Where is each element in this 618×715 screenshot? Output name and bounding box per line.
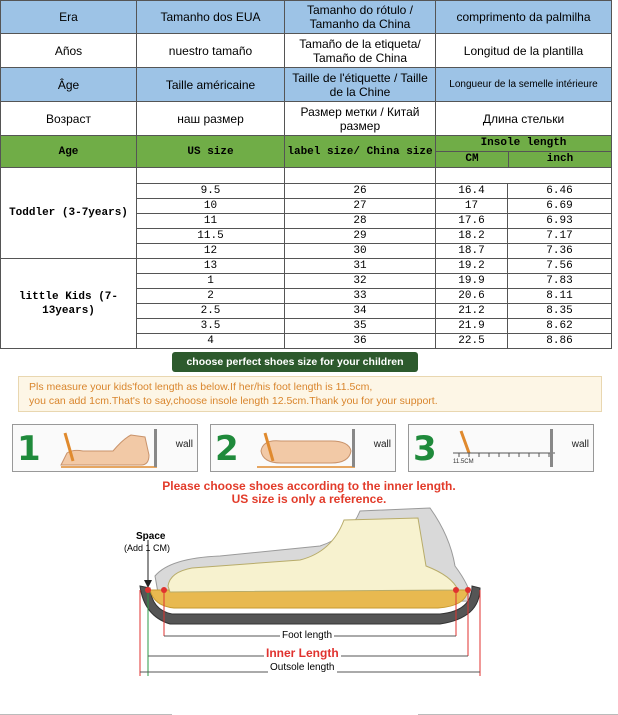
step-2-panel (210, 424, 396, 472)
size-row (137, 304, 612, 319)
china-size-cell: 26 (285, 184, 436, 199)
inner-length-warning: Please choose shoes according to the inner length. (162, 479, 456, 493)
china-size-cell: 27 (285, 199, 436, 214)
insole-length-header: Insole length (436, 136, 611, 152)
measure-notice (18, 376, 602, 412)
inch-cell: 8.11 (546, 290, 573, 302)
cm-cell: 17.6 (436, 214, 508, 228)
size-row (137, 199, 612, 214)
insole-cell (436, 199, 612, 214)
inch-cell: 7.17 (546, 230, 573, 242)
inch-cell: 6.69 (546, 200, 573, 212)
size-row (137, 214, 612, 229)
wall-label: wall (571, 439, 589, 450)
table-cell: Tamanho do rótulo / Tamanho da China (285, 0, 436, 34)
wall-marker (352, 429, 355, 467)
outsole-length-label: Outsole length (270, 662, 335, 673)
space-label: Space (136, 531, 166, 542)
label-size-header: label size/ China size (285, 136, 436, 168)
step-3-panel (408, 424, 594, 472)
choose-size-banner: choose perfect shoes size for your children (172, 352, 418, 372)
insole-cell (436, 229, 612, 244)
language-row (0, 34, 612, 68)
size-row (137, 229, 612, 244)
size-row (137, 319, 612, 334)
table-cell: наш размер (137, 102, 285, 136)
notice-line-2: you can add 1cm.That's to say,choose insole length 12.5cm.Thank you for your support. (29, 395, 438, 407)
inch-cell: 6.93 (546, 215, 573, 227)
size-row (137, 334, 612, 349)
china-size-cell: 29 (285, 229, 436, 244)
cm-cell: 16.4 (436, 184, 508, 198)
inch-cell: 7.36 (546, 245, 573, 257)
china-size-cell: 32 (285, 274, 436, 289)
us-size-cell: 1 (137, 274, 285, 289)
us-size-cell: 4 (137, 334, 285, 349)
cm-cell: 19.2 (436, 259, 508, 273)
cm-cell: 18.2 (436, 229, 508, 243)
wall-label: wall (175, 439, 193, 450)
table-cell: comprimento da palmilha (436, 0, 612, 34)
us-size-cell: 2 (137, 289, 285, 304)
language-row (0, 68, 612, 102)
cm-cell: 21.9 (436, 319, 508, 333)
us-size-cell: 12 (137, 244, 285, 259)
insole-cell (436, 244, 612, 259)
china-size-cell: 30 (285, 244, 436, 259)
foot-top-icon (251, 431, 361, 469)
insole-cell (436, 304, 612, 319)
insole-unit-row (436, 152, 611, 167)
table-cell: Taille américaine (137, 68, 285, 102)
size-row (137, 289, 612, 304)
cm-cell: 19.9 (436, 274, 508, 288)
table-cell (137, 168, 285, 184)
table-cell: Tamanho dos EUA (137, 0, 285, 34)
inch-cell: 8.35 (546, 305, 573, 317)
insole-cell (436, 289, 612, 304)
age-group-cell: little Kids (7-13years) (0, 259, 137, 349)
wall-marker (550, 429, 553, 467)
column-header-row (0, 136, 612, 168)
language-row (0, 102, 612, 136)
china-size-cell: 28 (285, 214, 436, 229)
table-cell: Tamaño de la etiqueta/ Tamaño de China (285, 34, 436, 68)
china-size-cell: 31 (285, 259, 436, 274)
insole-cell (436, 334, 612, 349)
us-size-header: US size (137, 136, 285, 168)
china-size-cell: 35 (285, 319, 436, 334)
step-number: 2 (215, 429, 239, 469)
size-row (137, 274, 612, 289)
size-row (137, 244, 612, 259)
notice-line-1: Pls measure your kids'foot length as below.If her/his foot length is 11.5cm, (29, 381, 373, 393)
us-size-cell: 11 (137, 214, 285, 229)
us-size-cell: 3.5 (137, 319, 285, 334)
insole-cell (436, 184, 612, 199)
size-row (137, 184, 612, 199)
language-row (0, 0, 612, 34)
foot-length-label: Foot length (282, 630, 333, 641)
table-cell: Возраст (0, 102, 137, 136)
us-size-reference-note: US size is only a reference. (231, 492, 387, 506)
wall-label: wall (373, 439, 391, 450)
age-header: Age (0, 136, 137, 168)
cm-header: CM (436, 152, 509, 167)
table-cell: Taille de l'étiquette / Taille de la Chine (285, 68, 436, 102)
china-size-cell: 33 (285, 289, 436, 304)
age-group-cell: Toddler (3-7years) (0, 168, 137, 259)
insole-cell (436, 214, 612, 229)
inch-cell: 8.62 (546, 320, 573, 332)
inch-cell: 7.83 (546, 275, 573, 287)
table-cell: Longueur de la semelle intérieure (436, 68, 612, 102)
table-cell (436, 168, 612, 184)
table-cell: Longitud de la plantilla (436, 34, 612, 68)
table-cell: Размер метки / Китай размер (285, 102, 436, 136)
us-size-cell: 11.5 (137, 229, 285, 244)
step-number: 1 (17, 429, 41, 469)
foot-side-icon (53, 431, 163, 469)
inch-cell: 7.56 (546, 260, 573, 272)
us-size-cell: 13 (137, 259, 285, 274)
cm-cell: 22.5 (436, 334, 508, 348)
table-cell (285, 168, 436, 184)
cm-cell: 21.2 (436, 304, 508, 318)
table-cell: Años (0, 34, 137, 68)
size-row (137, 259, 612, 274)
insole-cell (436, 259, 612, 274)
china-size-cell: 34 (285, 304, 436, 319)
insole-header (436, 136, 612, 168)
us-size-cell: 9.5 (137, 184, 285, 199)
inner-length-label: Inner Length (266, 646, 339, 660)
table-cell: Длина стельки (436, 102, 612, 136)
inch-cell: 6.46 (546, 185, 573, 197)
step-number: 3 (413, 429, 437, 469)
empty-row (137, 168, 612, 184)
table-cell: Âge (0, 68, 137, 102)
insole-cell (436, 274, 612, 289)
us-size-cell: 2.5 (137, 304, 285, 319)
cm-cell: 20.6 (436, 289, 508, 303)
ruler-mark: 11.5CM (453, 459, 474, 465)
space-note: (Add 1 CM) (124, 543, 171, 553)
table-cell: Era (0, 0, 137, 34)
china-size-cell: 36 (285, 334, 436, 349)
inch-cell: 8.86 (546, 335, 573, 347)
wall-marker (154, 429, 157, 467)
us-size-cell: 10 (137, 199, 285, 214)
cm-cell: 18.7 (436, 244, 508, 258)
step-1-panel (12, 424, 198, 472)
cm-cell: 17 (436, 199, 508, 213)
inch-header: inch (546, 153, 574, 166)
insole-cell (436, 319, 612, 334)
table-cell: nuestro tamaño (137, 34, 285, 68)
